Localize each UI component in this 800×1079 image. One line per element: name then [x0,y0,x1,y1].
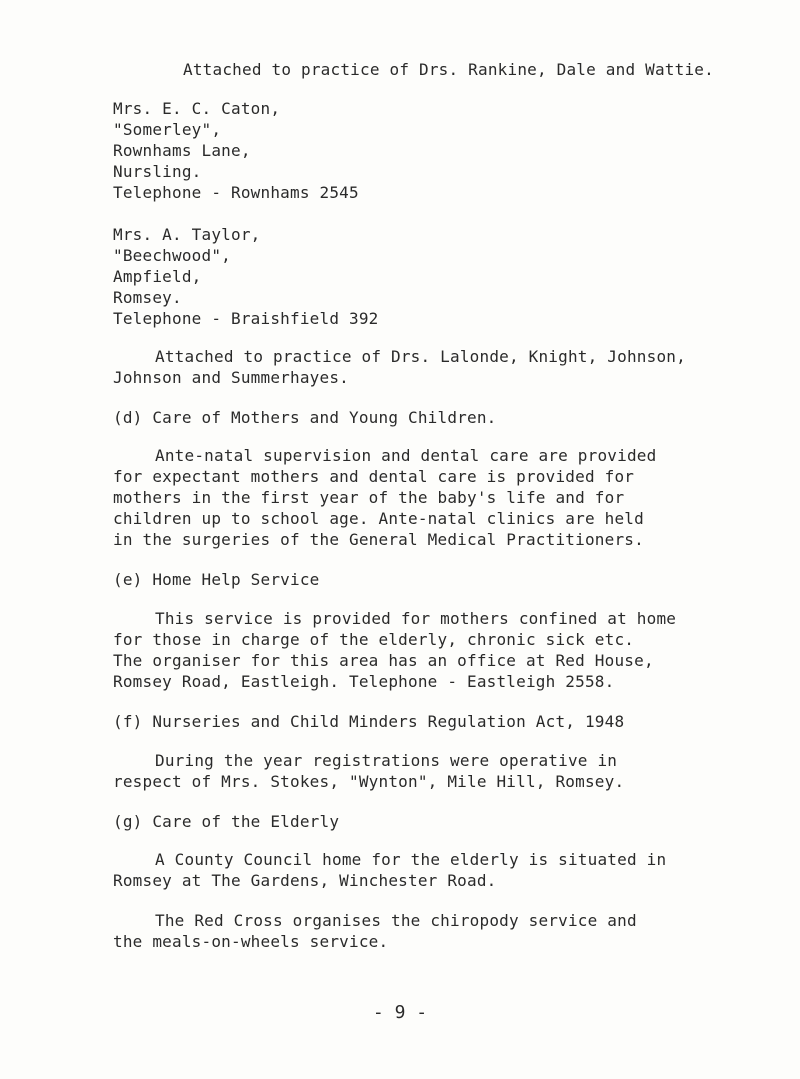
intro-line: Attached to practice of Drs. Rankine, Dale and Wattie. [183,60,714,79]
contact-street: Ampfield, [113,267,202,286]
paragraph-line: the meals-on-wheels service. [113,932,389,951]
contact-house: "Beechwood", [113,246,231,265]
paragraph-line: The organiser for this area has an office at Red House, [113,651,654,670]
contact-telephone: Telephone - Braishfield 392 [113,309,379,328]
section-heading: (f) Nurseries and Child Minders Regulation Act, 1948 [113,712,625,731]
section-heading: (e) Home Help Service [113,570,320,589]
attached-line-2: Johnson and Summerhayes. [113,368,349,387]
paragraph-line: respect of Mrs. Stokes, "Wynton", Mile Hill, Romsey. [113,772,625,791]
attached-line-1: Attached to practice of Drs. Lalonde, Knight, Johnson, [155,347,686,366]
paragraph-line: children up to school age. Ante-natal clinics are held [113,509,644,528]
paragraph-line: in the surgeries of the General Medical Practitioners. [113,530,644,549]
paragraph-line: for expectant mothers and dental care is provided for [113,467,635,486]
paragraph-line: for those in charge of the elderly, chronic sick etc. [113,630,635,649]
contact-house: "Somerley", [113,120,222,139]
paragraph-line: mothers in the first year of the baby's life and for [113,488,625,507]
paragraph-line: Ante-natal supervision and dental care are provided [155,446,657,465]
paragraph-line: During the year registrations were operative in [155,751,618,770]
contact-town: Romsey. [113,288,182,307]
contact-town: Nursling. [113,162,202,181]
contact-name: Mrs. A. Taylor, [113,225,261,244]
contact-name: Mrs. E. C. Caton, [113,99,281,118]
section-heading: (d) Care of Mothers and Young Children. [113,408,497,427]
paragraph-line: Romsey Road, Eastleigh. Telephone - Eastleigh 2558. [113,672,615,691]
paragraph-line: A County Council home for the elderly is situated in [155,850,667,869]
paragraph-line: Romsey at The Gardens, Winchester Road. [113,871,497,890]
paragraph-line: This service is provided for mothers confined at home [155,609,677,628]
section-heading: (g) Care of the Elderly [113,812,340,831]
page-number: - 9 - [372,1002,428,1023]
contact-street: Rownhams Lane, [113,141,251,160]
contact-telephone: Telephone - Rownhams 2545 [113,183,359,202]
paragraph-line: The Red Cross organises the chiropody service and [155,911,637,930]
